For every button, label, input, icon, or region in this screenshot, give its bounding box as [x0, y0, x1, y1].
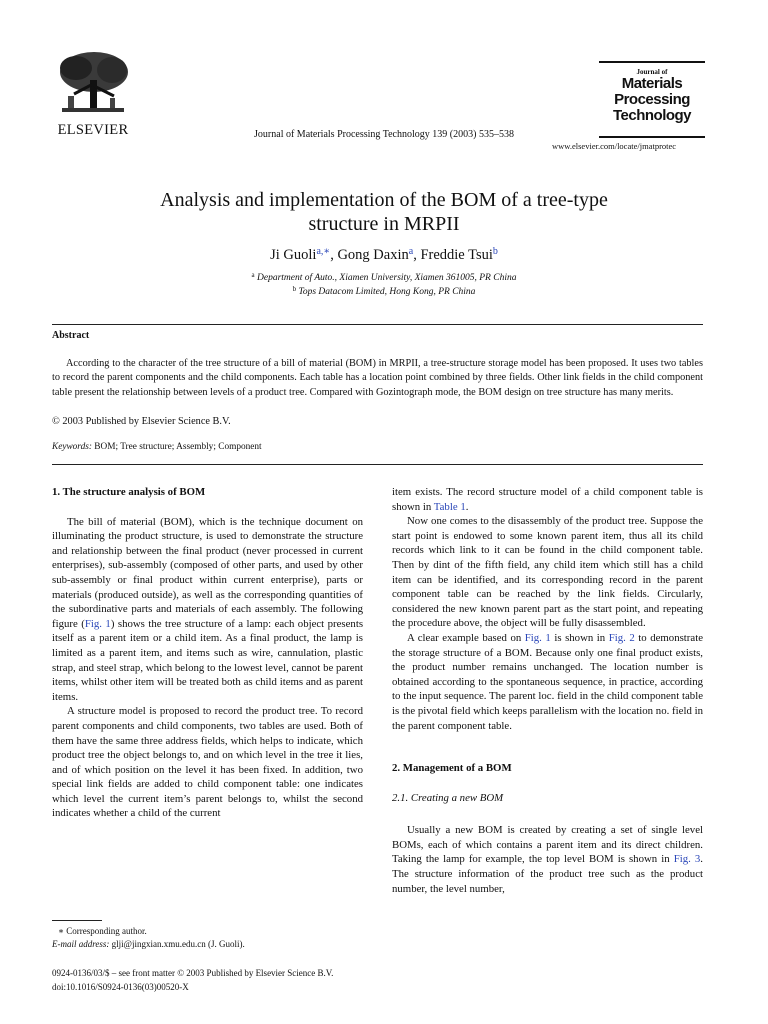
- body-paragraph: [392, 631, 703, 733]
- section-1-heading: 1. The structure analysis of BOM: [52, 486, 206, 498]
- body-text: to demonstrate the storage structure of a BOM. Because only one final product exists, the product number remains unchanged. The location number is obtained according to the spontaneous sequence, in practice, according to the input sequence. The parent loc. field in the child component table is the pivotal field which keeps parallelism with the location no. field in the parent component table.: [392, 631, 703, 732]
- abstract-top-rule: [52, 324, 703, 325]
- body-paragraph: A structure model is proposed to record the product tree. To record parent components and child components, two tables are used. Both of them have the same three address fields, which helps to indicate, which product tree the object belongs to, and on which level in the tree it lies, and of which position on the level it has been fixed. In addition, two special link fields are added to child component table: one indicates which level the current item’s parent belongs to, whilst the second indicates whether a child of the current: [52, 705, 363, 820]
- author-separator: ,: [330, 247, 338, 263]
- left-column: [52, 485, 363, 821]
- affiliation-text: Department of Auto., Xiamen University, Xiamen 361005, PR China: [257, 273, 517, 283]
- author-name: Ji Guoli: [270, 247, 317, 263]
- author-name: Freddie Tsui: [420, 247, 493, 263]
- publisher-name: ELSEVIER: [57, 122, 129, 138]
- footnote-email: [52, 939, 245, 949]
- footer-front-matter: 0924-0136/03/$ – see front matter © 2003 Published by Elsevier Science B.V.: [52, 968, 334, 978]
- figure-2-link[interactable]: Fig. 2: [608, 631, 635, 644]
- author-affiliation-mark[interactable]: a: [408, 246, 414, 257]
- figure-1-link[interactable]: Fig. 1: [84, 617, 111, 630]
- publisher-logo: [52, 50, 134, 140]
- author-affiliation-mark[interactable]: b: [492, 246, 498, 257]
- journal-title-line: Technology: [612, 107, 692, 124]
- body-text: . The structure information of the product tree such as the product number, the level number,: [392, 853, 703, 895]
- body-text: The bill of material (BOM), which is the technique document on illuminating the product structure, is used to demonstrate the structure and relationship between the final product (never processed in current enterprises), sub-assembly (composed of other parts, and used by other sub-assembly or final product within current enterprise), parts or materials (produced outside), as well as the corresponding quantities of the subordinative parts and materials of each assembly. The following figure (: [52, 515, 363, 630]
- journal-title-line: Materials: [621, 75, 683, 92]
- email-address[interactable]: glji@jingxian.xmu.edu.cn (J. Guoli).: [111, 939, 245, 949]
- author-separator: ,: [413, 247, 421, 263]
- figure-1-link[interactable]: Fig. 1: [524, 631, 551, 644]
- figure-3-link[interactable]: Fig. 3: [673, 853, 701, 866]
- keywords-label: Keywords:: [52, 442, 92, 452]
- affiliation-a: [0, 271, 768, 283]
- journal-title-line: Processing: [614, 91, 690, 108]
- right-column: [392, 485, 703, 896]
- keywords-text: BOM; Tree structure; Assembly; Component: [94, 442, 262, 452]
- journal-of-label: Journal of: [636, 68, 668, 76]
- body-paragraph: Now one comes to the disassembly of the product tree. Suppose the start point is endowed to some known parent item, thus all its child records which link to it can be found in the child component table. Then by dint of the fifth field, any child item which still has a child item can be identified, and its corresponding record in the parent component table can be reached by the link fields. Circularly, considered the new known parent part as the start point, and repeating the procedure above, the object will be fully disassembled.: [392, 515, 703, 630]
- author-name: Gong Daxin: [337, 247, 409, 263]
- elsevier-tree-icon: [54, 50, 132, 118]
- section-2-heading: 2. Management of a BOM: [392, 762, 512, 775]
- paper-title: [0, 188, 768, 236]
- journal-reference: Journal of Materials Processing Technology 139 (2003) 535–538: [254, 129, 514, 140]
- abstract-text: According to the character of the tree structure of a bill of material (BOM) in MRPII, a tree-structure storage model has been proposed. It uses two tables to record the parent components and the child components. Each table has a location point combined by three fields. Other link fields in the child component table present the relationship between levels of a product tree. Compared with Gozintograph mode, the BOM design on tree structure has many merits.: [52, 358, 703, 398]
- footnote-star: ∗: [57, 926, 64, 936]
- abstract-heading: Abstract: [52, 330, 90, 341]
- abstract-copyright: © 2003 Published by Elsevier Science B.V.: [52, 416, 231, 427]
- author-list: [0, 246, 768, 264]
- journal-url[interactable]: www.elsevier.com/locate/jmatprotec: [552, 141, 677, 151]
- abstract-bottom-rule: [52, 464, 703, 465]
- affiliation-b: [0, 285, 768, 297]
- table-1-link[interactable]: Table 1: [433, 500, 466, 513]
- footnote-text: Corresponding author.: [66, 926, 147, 936]
- paper-title-line: Analysis and implementation of the BOM of a tree-type: [160, 189, 608, 211]
- body-paragraph: [392, 485, 703, 514]
- body-text: .: [465, 500, 469, 513]
- body-paragraph: [392, 823, 703, 896]
- email-label: E-mail address:: [52, 939, 110, 949]
- footnote-rule: [52, 920, 102, 921]
- author-affiliation-mark[interactable]: a,∗: [316, 246, 331, 257]
- affiliation-mark: a: [251, 271, 255, 279]
- keywords: [52, 442, 262, 452]
- paper-title-line: structure in MRPII: [308, 213, 460, 235]
- footer-doi[interactable]: doi:10.1016/S0924-0136(03)00520-X: [52, 982, 189, 992]
- body-text: is shown in: [550, 631, 609, 644]
- subsection-2-1-heading: 2.1. Creating a new BOM: [392, 791, 504, 804]
- body-text: ) shows the tree structure of a lamp: each object presents itself as a parent item or a child item. As a final product, the lamp is limited as a parent item, and items such as wire, cannulation, plastic strap, and steel strap, which belong to the lowest level, cannot be parent items, whilst other item will be treated both as child items and as parent items.: [52, 617, 364, 703]
- body-paragraph: [52, 515, 363, 705]
- body-text: A clear example based on: [407, 631, 525, 644]
- journal-title-box: [599, 61, 705, 138]
- body-text: item exists. The record structure model of a child component table is shown in: [392, 486, 703, 513]
- affiliation-text: Tops Datacom Limited, Hong Kong, PR China: [298, 287, 476, 297]
- affiliation-mark: b: [292, 285, 297, 293]
- footnote-corresponding: [52, 926, 147, 937]
- body-text: Usually a new BOM is created by creating a set of single level BOMs, each of which contains a parent item and its direct children. Taking the lamp for example, the top level BOM is shown in: [392, 824, 703, 866]
